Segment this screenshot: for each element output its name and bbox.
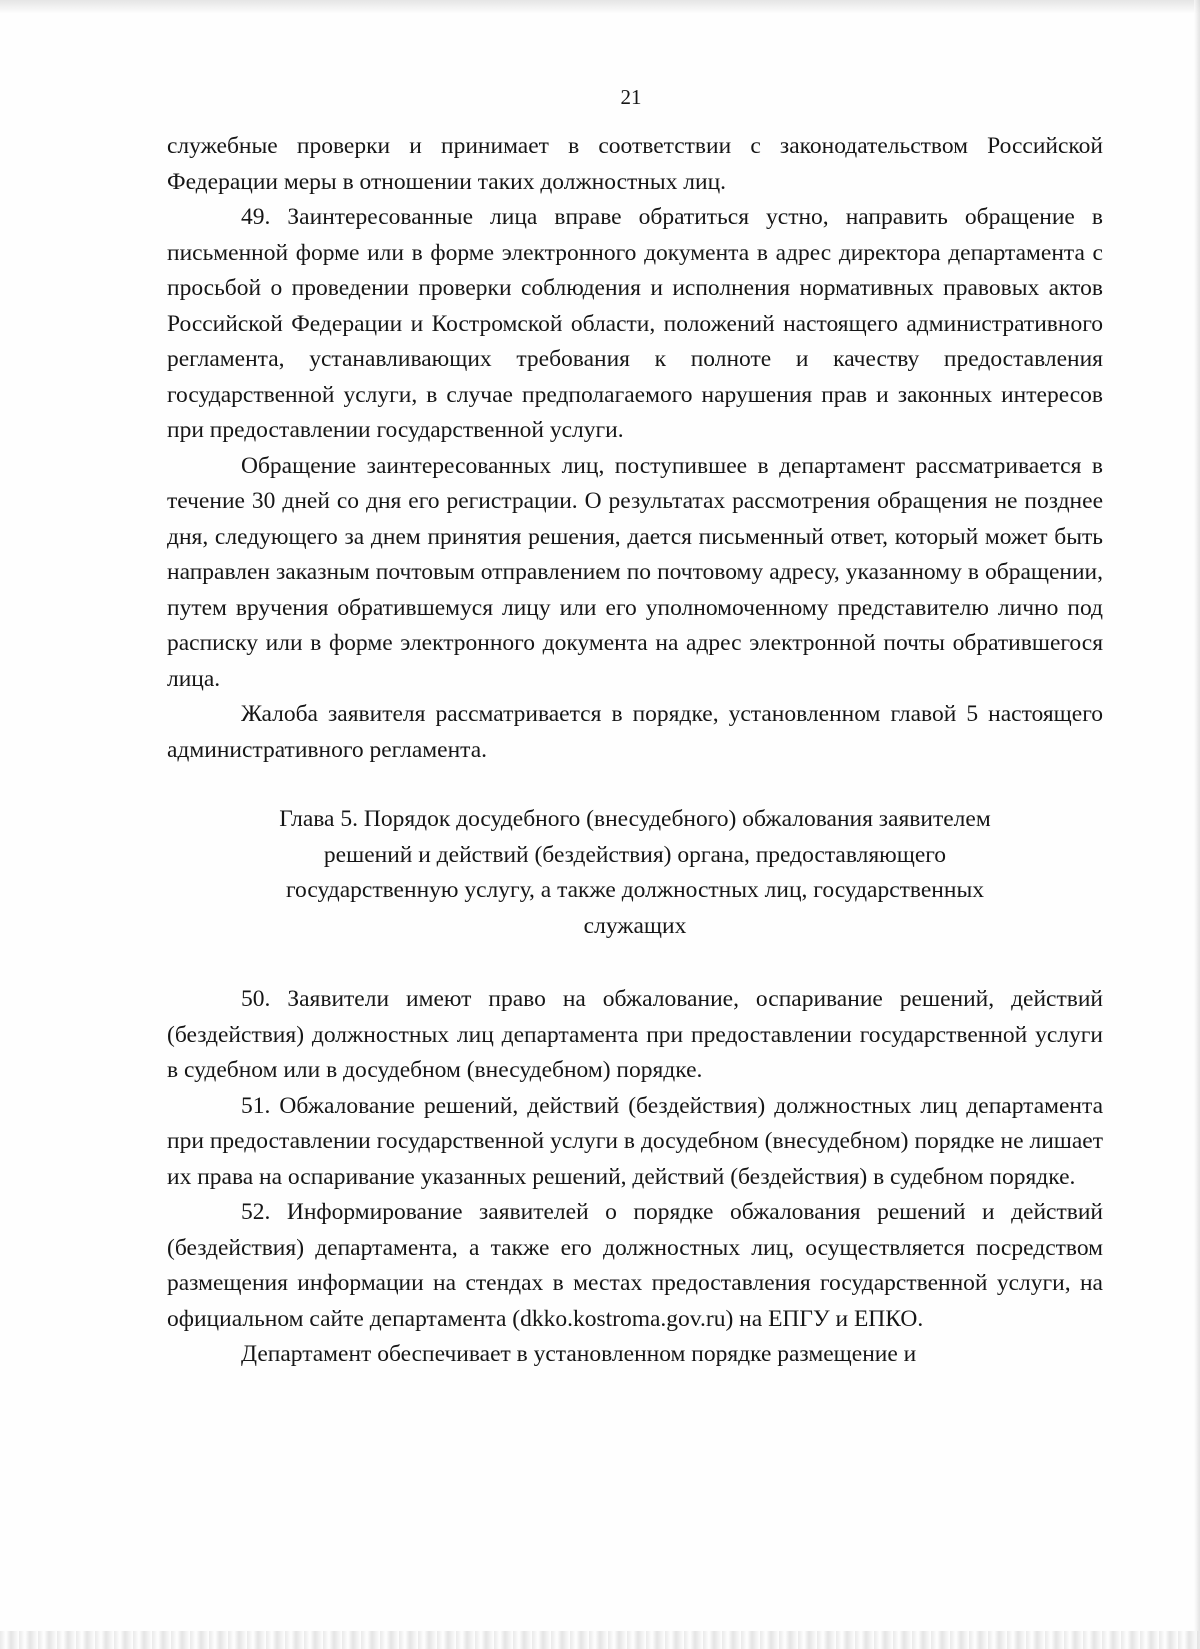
- paragraph-50: 50. Заявители имеют право на обжалование, оспаривание решений, действий (бездействия) должностных лиц департамента при предоставлении государственной услуги в судебном или в досудебном (внесудебном) порядке.: [167, 986, 1103, 1083]
- paragraph-49: 49. Заинтересованные лица вправе обратиться устно, направить обращение в письменной форме или в форме электронного документа в адрес директора департамента с просьбой о проведении проверки соблюдения и исполнения нормативных правовых актов Российской Федерации и Костромской области, положений настоящего административного регламента, устанавливающих требования к полноте и качеству предоставления государственной услуги, в случае предполагаемого нарушения прав и законных интересов при предоставлении государственной услуги.: [167, 204, 1103, 443]
- page-number: 21: [620, 85, 642, 109]
- scan-edge-right: [1194, 0, 1200, 1649]
- scan-edge-bottom: [0, 1631, 1200, 1649]
- paragraph-appeal-review: Обращение заинтересованных лиц, поступившее в департамент рассматривается в течение 30 дней со дня его регистрации. О результатах рассмотрения обращения не позднее дня, следующего за днем принятия решения, дается письменный ответ, который может быть направлен заказным почтовым отправлением по почтовому адресу, указанному в обращении, путем вручения обратившемуся лицу или его уполномоченному представителю лично под расписку или в форме электронного документа на адрес электронной почты обратившегося лица.: [167, 452, 1103, 692]
- chapter-heading-line: служащих: [583, 912, 687, 939]
- scan-edge-top: [0, 0, 1200, 14]
- paragraph-department: Департамент обеспечивает в установленном порядке размещение и: [241, 1341, 917, 1367]
- chapter-heading-line: решений и действий (бездействия) органа, предоставляющего: [323, 841, 947, 868]
- paragraph-51: 51. Обжалование решений, действий (бездействия) должностных лиц департамента при предоставлении государственной услуги в досудебном (внесудебном) порядке не лишает их права на оспаривание указанных решений, действий (бездействия) в судебном порядке.: [167, 1092, 1103, 1190]
- chapter-heading-line: государственную услугу, а также должностных лиц, государственных: [285, 877, 984, 903]
- paragraph-continuation: служебные проверки и принимает в соответствии с законодательством Российской Федерации меры в отношении таких должностных лиц.: [167, 133, 1103, 195]
- paragraph-complaint: Жалоба заявителя рассматривается в порядке, установленном главой 5 настоящего административного регламента.: [167, 701, 1103, 763]
- paragraph-52: 52. Информирование заявителей о порядке обжалования решений и действий (бездействия) департамента, а также его должностных лиц, осуществляется посредством размещения информации на стендах в местах предоставления государственной услуги, на официальном сайте департамента (dkko.kostroma.gov.ru) на ЕПГУ и ЕПКО.: [167, 1199, 1103, 1332]
- chapter-heading: [167, 802, 1103, 944]
- heading-spacer: [167, 944, 1103, 982]
- document-body: [167, 129, 1103, 1373]
- chapter-heading-line: Глава 5. Порядок досудебного (внесудебного) обжалования заявителем: [279, 806, 991, 832]
